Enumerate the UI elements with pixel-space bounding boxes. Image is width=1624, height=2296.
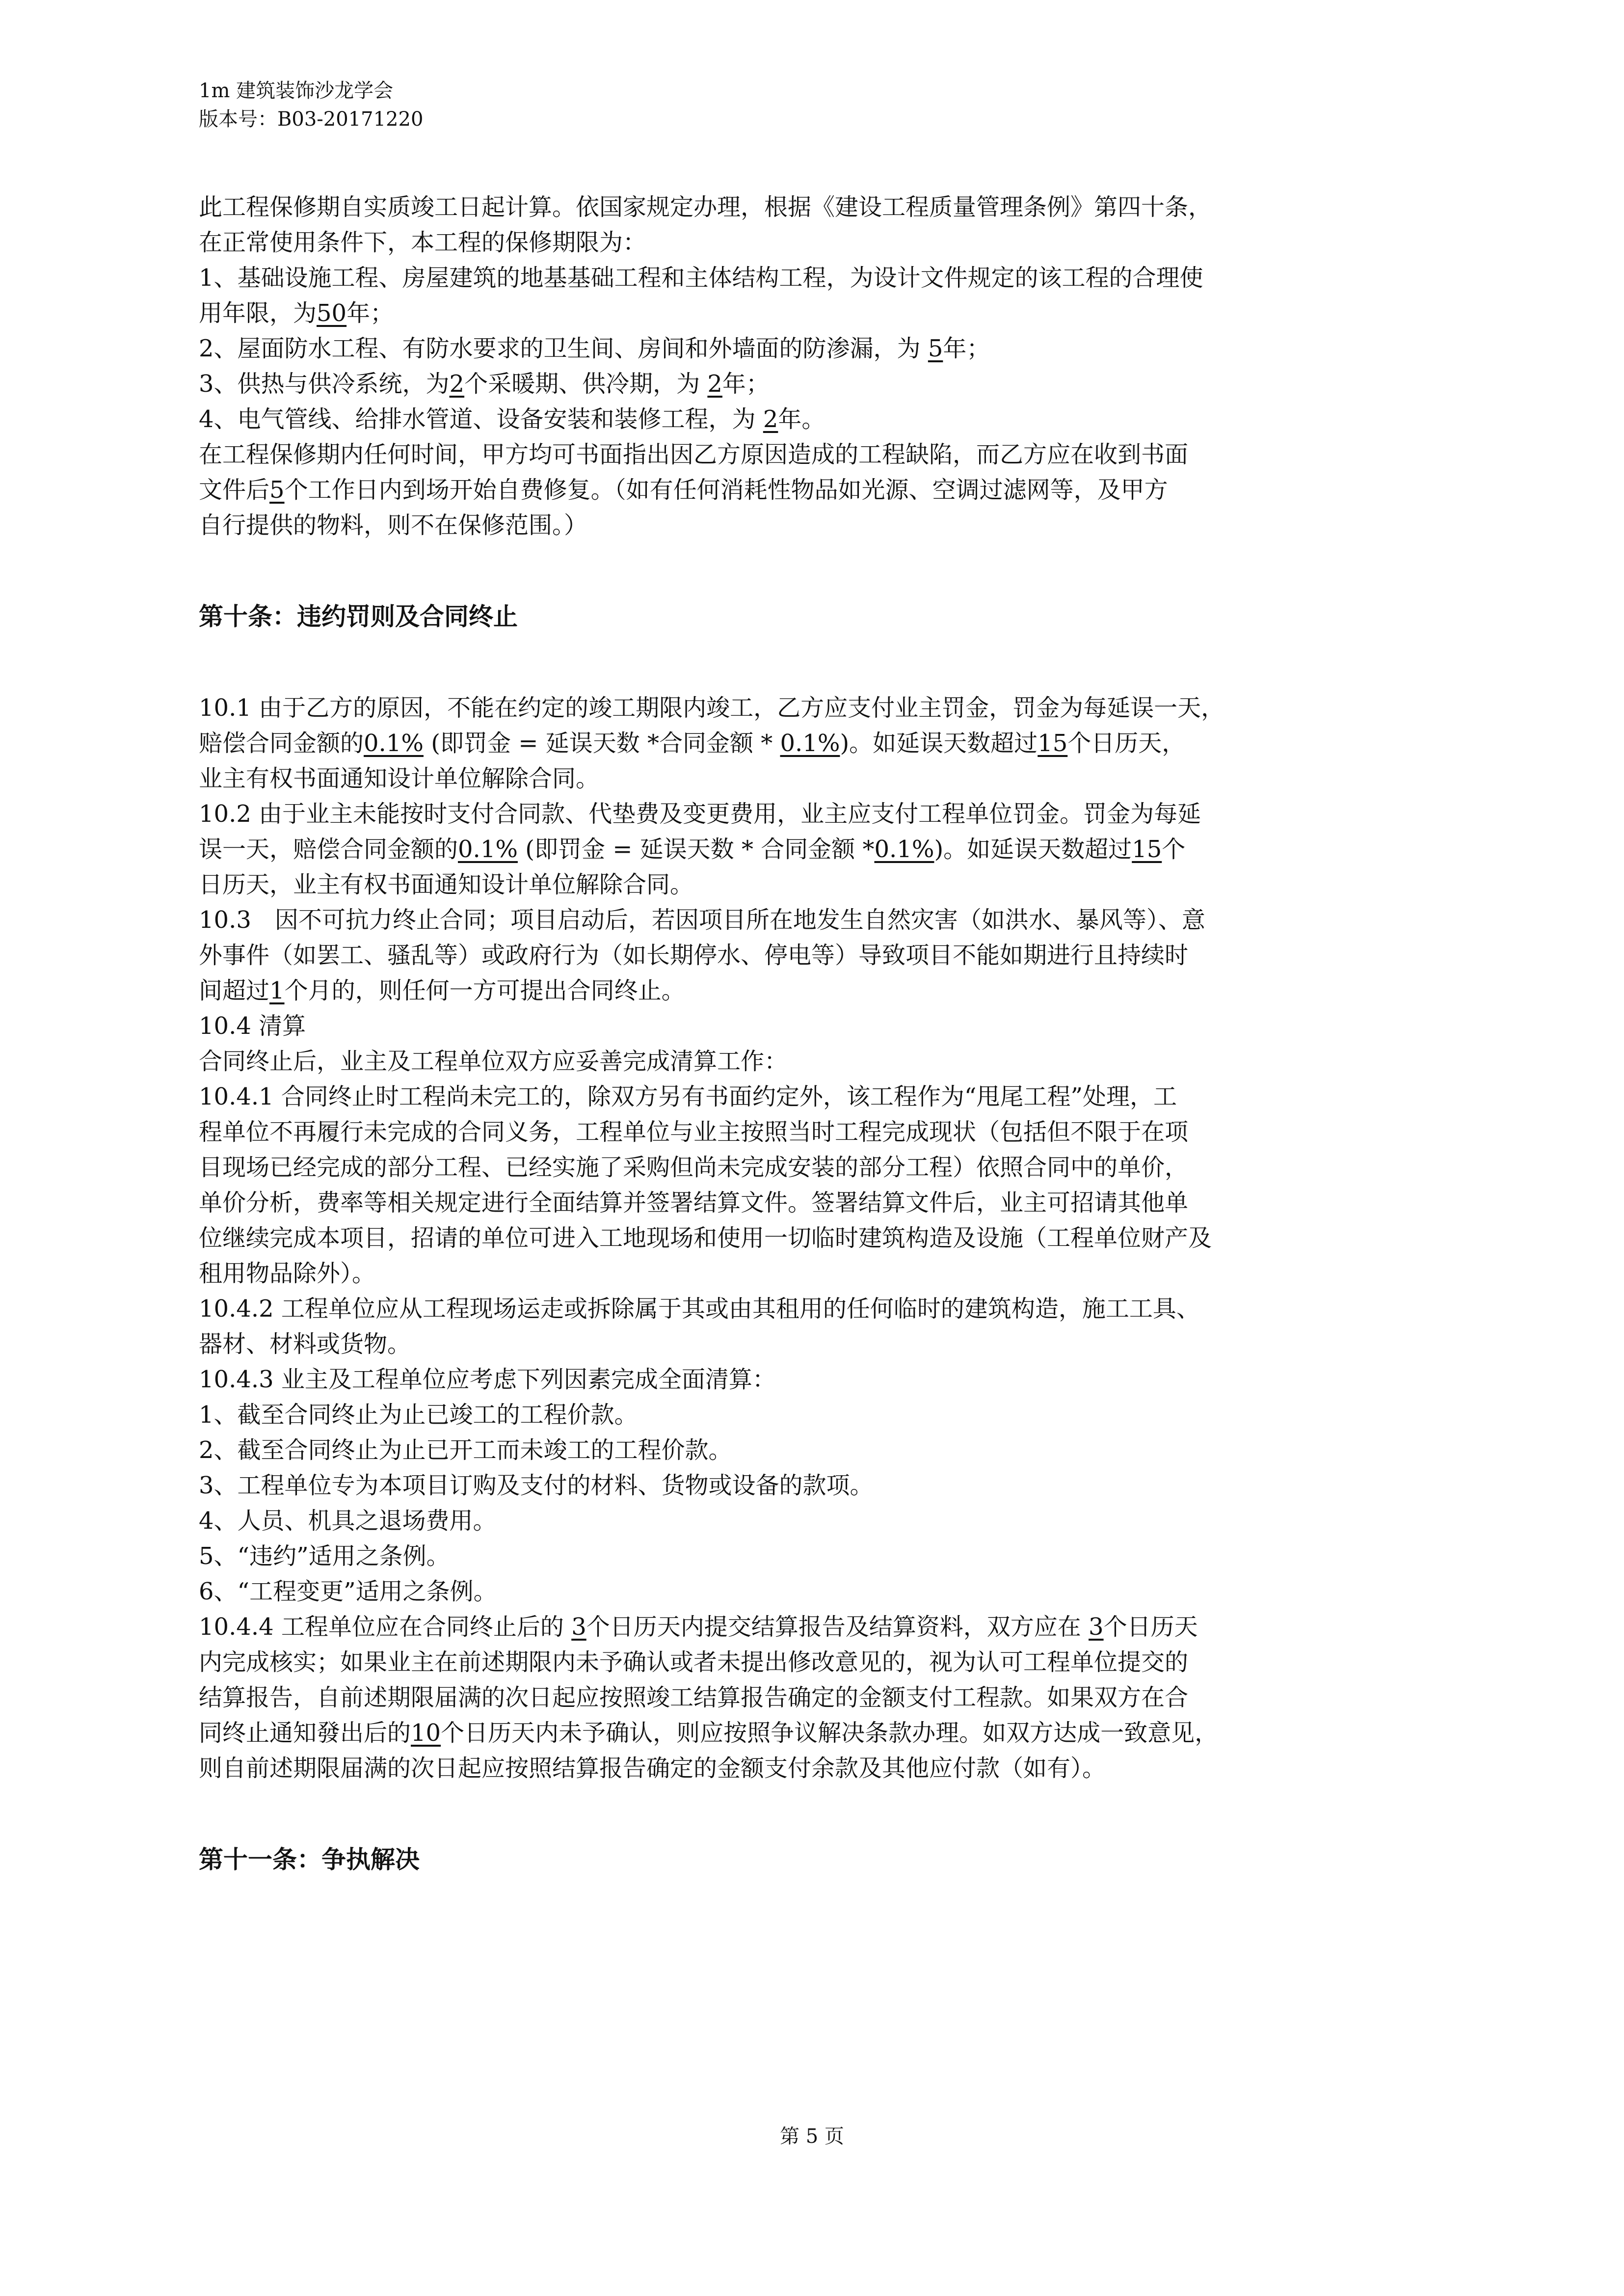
filled-value: 2 bbox=[449, 370, 465, 398]
text: 同终止通知發出后的 bbox=[199, 1719, 411, 1747]
text: 2、屋面防水工程、有防水要求的卫生间、房间和外墙面的防渗漏，为 bbox=[199, 335, 921, 362]
list-item: 5、“违约”适用之条例。 bbox=[199, 1542, 450, 1570]
clause-10-3 bbox=[199, 973, 1436, 1008]
paragraph bbox=[199, 472, 1436, 508]
text: (即罚金 = 延误天数 * 合同金额 * bbox=[525, 836, 875, 863]
filled-value: 0.1% bbox=[364, 729, 424, 757]
text: 年； bbox=[943, 335, 990, 362]
text: 个月的，则任何一方可提出合同终止。 bbox=[284, 977, 685, 1004]
article-10-heading: 第十条：违约罚则及合同终止 bbox=[199, 602, 518, 631]
clause-10-4-4 bbox=[199, 1715, 1436, 1751]
text: 4、电气管线、给排水管道、设备安装和装修工程，为 bbox=[199, 405, 756, 433]
article-11-heading: 第十一条：争执解决 bbox=[199, 1845, 420, 1874]
text: )。如延误天数超过 bbox=[840, 729, 1038, 757]
version-number: 版本号：B03-20171220 bbox=[199, 108, 424, 131]
filled-value: 50 bbox=[317, 299, 347, 327]
clause-10-4-1: 目现场已经完成的部分工程、已经实施了采购但尚未完成安装的部分工程）依照合同中的单价， bbox=[199, 1154, 1189, 1181]
text: 误一天，赔偿合同金额的 bbox=[199, 836, 458, 863]
org-name: 1m 建筑装饰沙龙学会 bbox=[199, 80, 394, 102]
text: 个日历天内未予确认，则应按照争议解决条款办理。如双方达成一致意见， bbox=[441, 1719, 1219, 1747]
clause-10-4-2: 器材、材料或货物。 bbox=[199, 1330, 411, 1358]
paragraph: 在工程保修期内任何时间，甲方均可书面指出因乙方原因造成的工程缺陷，而乙方应在收到书面 bbox=[199, 441, 1189, 468]
list-item: 2、截至合同终止为止已开工而未竣工的工程价款。 bbox=[199, 1436, 732, 1464]
text: (即罚金 = 延误天数 *合同金额 * bbox=[431, 729, 773, 757]
filled-value: 5 bbox=[928, 335, 943, 362]
filled-value: 0.1% bbox=[458, 836, 518, 863]
paragraph: 自行提供的物料，则不在保修范围。） bbox=[199, 512, 588, 539]
filled-value: 5 bbox=[269, 476, 285, 504]
filled-value: 15 bbox=[1038, 729, 1068, 757]
filled-value: 0.1% bbox=[874, 836, 934, 863]
filled-value: 2 bbox=[763, 405, 778, 433]
clause-10-4-1: 10.4.1 合同终止时工程尚未完工的，除双方另有书面约定外，该工程作为“甩尾工程”处理，工 bbox=[199, 1083, 1177, 1110]
clause-10-4-1: 租用物品除外）。 bbox=[199, 1260, 376, 1287]
text: 年； bbox=[722, 370, 770, 398]
clause-10-4-2: 10.4.2 工程单位应从工程现场运走或拆除属于其或由其租用的任何临时的建筑构造，施工工具、 bbox=[199, 1295, 1200, 1323]
text: 个日历天内提交结算报告及结算资料，双方应在 bbox=[586, 1613, 1081, 1641]
list-item: 6、“工程变更”适用之条例。 bbox=[199, 1578, 497, 1605]
clause-10-1: 业主有权书面通知设计单位解除合同。 bbox=[199, 765, 600, 792]
filled-value: 10 bbox=[411, 1719, 441, 1747]
list-item: 4、人员、机具之退场费用。 bbox=[199, 1507, 497, 1535]
text: 10.4.4 工程单位应在合同终止后的 bbox=[199, 1613, 564, 1641]
text: 个 bbox=[1162, 836, 1186, 863]
clause-10-4-4 bbox=[199, 1609, 1436, 1645]
list-item bbox=[199, 331, 1436, 366]
clause-10-3: 10.3 因不可抗力终止合同；项目启动后，若因项目所在地发生自然灾害（如洪水、暴风等）、意 bbox=[199, 906, 1205, 934]
clause-10-3: 外事件（如罢工、骚乱等）或政府行为（如长期停水、停电等）导致项目不能如期进行且持续时 bbox=[199, 942, 1189, 969]
list-item bbox=[199, 366, 1436, 402]
text: )。如延误天数超过 bbox=[934, 836, 1132, 863]
clause-10-4-4: 则自前述期限届满的次日起应按照结算报告确定的金额支付余款及其他应付款（如有）。 bbox=[199, 1755, 1106, 1782]
clause-10-4-1: 程单位不再履行未完成的合同义务，工程单位与业主按照当时工程完成现状（包括但不限于在项 bbox=[199, 1118, 1189, 1146]
clause-10-1 bbox=[199, 726, 1436, 761]
clause-10-1: 10.1 由于乙方的原因，不能在约定的竣工期限内竣工，乙方应支付业主罚金，罚金为每延误一天， bbox=[199, 694, 1225, 722]
list-item bbox=[199, 402, 1436, 437]
clause-10-4-intro: 合同终止后，业主及工程单位双方应妥善完成清算工作： bbox=[199, 1048, 788, 1075]
text: 个采暖期、供冷期，为 bbox=[464, 370, 700, 398]
clause-10-4-3: 10.4.3 业主及工程单位应考虑下列因素完成全面清算： bbox=[199, 1366, 776, 1393]
paragraph: 在正常使用条件下，本工程的保修期限为： bbox=[199, 229, 647, 256]
clause-10-2 bbox=[199, 832, 1436, 867]
text: 个工作日内到场开始自费修复。（如有任何消耗性物品如光源、空调过滤网等，及甲方 bbox=[284, 476, 1168, 504]
text: 文件后 bbox=[199, 476, 270, 504]
text: 个日历天， bbox=[1067, 729, 1186, 757]
text: 年； bbox=[346, 299, 394, 327]
list-item: 3、工程单位专为本项目订购及支付的材料、货物或设备的款项。 bbox=[199, 1472, 874, 1499]
filled-value: 2 bbox=[707, 370, 722, 398]
filled-value: 0.1% bbox=[780, 729, 840, 757]
filled-value: 3 bbox=[1089, 1613, 1104, 1641]
page-header bbox=[199, 77, 423, 134]
text: 年。 bbox=[778, 405, 825, 433]
text: 个日历天 bbox=[1103, 1613, 1198, 1641]
filled-value: 1 bbox=[269, 977, 285, 1004]
list-item: 1、截至合同终止为止已竣工的工程价款。 bbox=[199, 1401, 638, 1429]
clause-10-4-1: 单价分析，费率等相关规定进行全面结算并签署结算文件。签署结算文件后，业主可招请其他单 bbox=[199, 1189, 1189, 1216]
filled-value: 15 bbox=[1132, 836, 1162, 863]
clause-10-4-1: 位继续完成本项目，招请的单位可进入工地现场和使用一切临时建筑构造及设施（工程单位财产及 bbox=[199, 1224, 1212, 1252]
text: 用年限，为 bbox=[199, 299, 317, 327]
list-item: 1、基础设施工程、房屋建筑的地基基础工程和主体结构工程，为设计文件规定的该工程的合理使 bbox=[199, 264, 1203, 292]
paragraph: 此工程保修期自实质竣工日起计算。依国家规定办理，根据《建设工程质量管理条例》第四十条， bbox=[199, 193, 1212, 221]
clause-10-4-title: 10.4 清算 bbox=[199, 1012, 306, 1040]
document-body bbox=[199, 189, 1436, 1877]
filled-value: 3 bbox=[571, 1613, 586, 1641]
page-number: 第 5 页 bbox=[780, 2125, 844, 2148]
clause-10-2: 日历天，业主有权书面通知设计单位解除合同。 bbox=[199, 871, 694, 898]
text: 间超过 bbox=[199, 977, 270, 1004]
list-item bbox=[199, 296, 1436, 331]
text: 3、供热与供冷系统，为 bbox=[199, 370, 450, 398]
clause-10-4-4: 结算报告，自前述期限届满的次日起应按照竣工结算报告确定的金额支付工程款。如果双方在合 bbox=[199, 1684, 1189, 1711]
text: 赔偿合同金额的 bbox=[199, 729, 364, 757]
clause-10-2: 10.2 由于业主未能按时支付合同款、代垫费及变更费用，业主应支付工程单位罚金。罚金为每延 bbox=[199, 800, 1201, 828]
clause-10-4-4: 内完成核实；如果业主在前述期限内未予确认或者未提出修改意见的，视为认可工程单位提交的 bbox=[199, 1648, 1189, 1676]
